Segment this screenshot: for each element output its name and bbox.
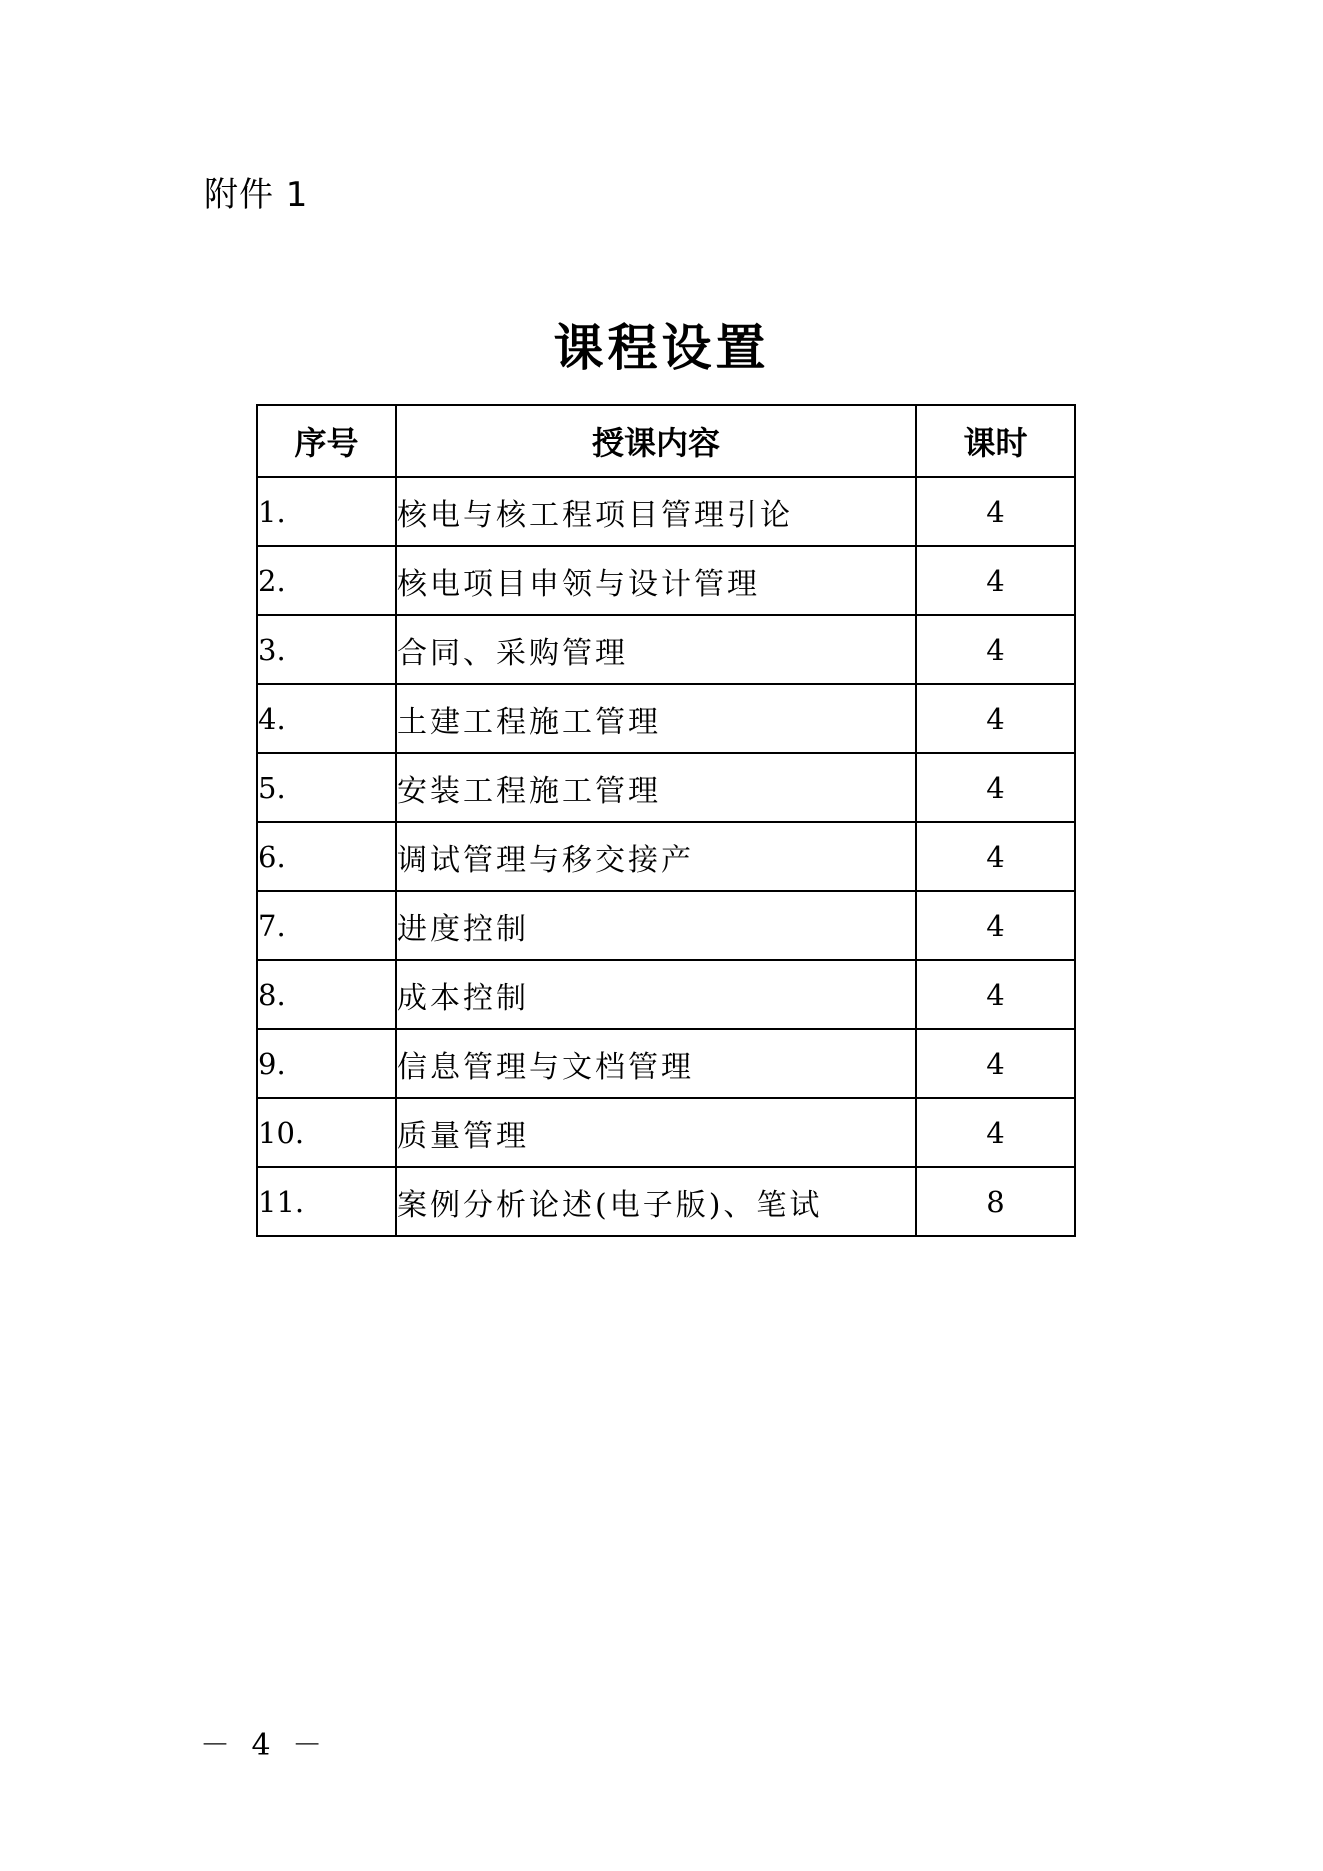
row-content: 土建工程施工管理	[396, 684, 916, 753]
header-hours: 课时	[916, 405, 1075, 477]
row-no: 6.	[257, 822, 396, 891]
row-content: 安装工程施工管理	[396, 753, 916, 822]
row-no: 2.	[257, 546, 396, 615]
row-content: 进度控制	[396, 891, 916, 960]
page-title: 课程设置	[553, 318, 770, 377]
row-content: 核电与核工程项目管理引论	[396, 477, 916, 546]
course-table	[256, 404, 1076, 1237]
row-hours: 4	[916, 477, 1075, 546]
table-row	[257, 615, 1075, 684]
row-hours: 4	[916, 822, 1075, 891]
row-content: 案例分析论述(电子版)、笔试	[396, 1167, 916, 1236]
row-hours: 8	[916, 1167, 1075, 1236]
row-hours: 4	[916, 753, 1075, 822]
table-row	[257, 1167, 1075, 1236]
row-content: 质量管理	[396, 1098, 916, 1167]
row-content: 合同、采购管理	[396, 615, 916, 684]
row-content: 信息管理与文档管理	[396, 1029, 916, 1098]
table-row	[257, 546, 1075, 615]
row-no: 10.	[257, 1098, 396, 1167]
table-row	[257, 684, 1075, 753]
page-number: － 4 －	[200, 1728, 329, 1763]
row-hours: 4	[916, 684, 1075, 753]
table-row	[257, 960, 1075, 1029]
table-row	[257, 477, 1075, 546]
row-no: 5.	[257, 753, 396, 822]
attachment-label: 附件 1	[204, 175, 309, 215]
row-hours: 4	[916, 1098, 1075, 1167]
row-no: 4.	[257, 684, 396, 753]
row-no: 7.	[257, 891, 396, 960]
row-no: 9.	[257, 1029, 396, 1098]
row-no: 11.	[257, 1167, 396, 1236]
table-header-row	[257, 405, 1075, 477]
header-content: 授课内容	[396, 405, 916, 477]
row-no: 3.	[257, 615, 396, 684]
row-hours: 4	[916, 615, 1075, 684]
row-content: 核电项目申领与设计管理	[396, 546, 916, 615]
row-hours: 4	[916, 891, 1075, 960]
row-content: 调试管理与移交接产	[396, 822, 916, 891]
header-no: 序号	[257, 405, 396, 477]
row-no: 8.	[257, 960, 396, 1029]
row-hours: 4	[916, 546, 1075, 615]
table-row	[257, 891, 1075, 960]
table-row	[257, 1098, 1075, 1167]
row-content: 成本控制	[396, 960, 916, 1029]
table-row	[257, 822, 1075, 891]
row-no: 1.	[257, 477, 396, 546]
table-row	[257, 753, 1075, 822]
table-row	[257, 1029, 1075, 1098]
row-hours: 4	[916, 1029, 1075, 1098]
row-hours: 4	[916, 960, 1075, 1029]
